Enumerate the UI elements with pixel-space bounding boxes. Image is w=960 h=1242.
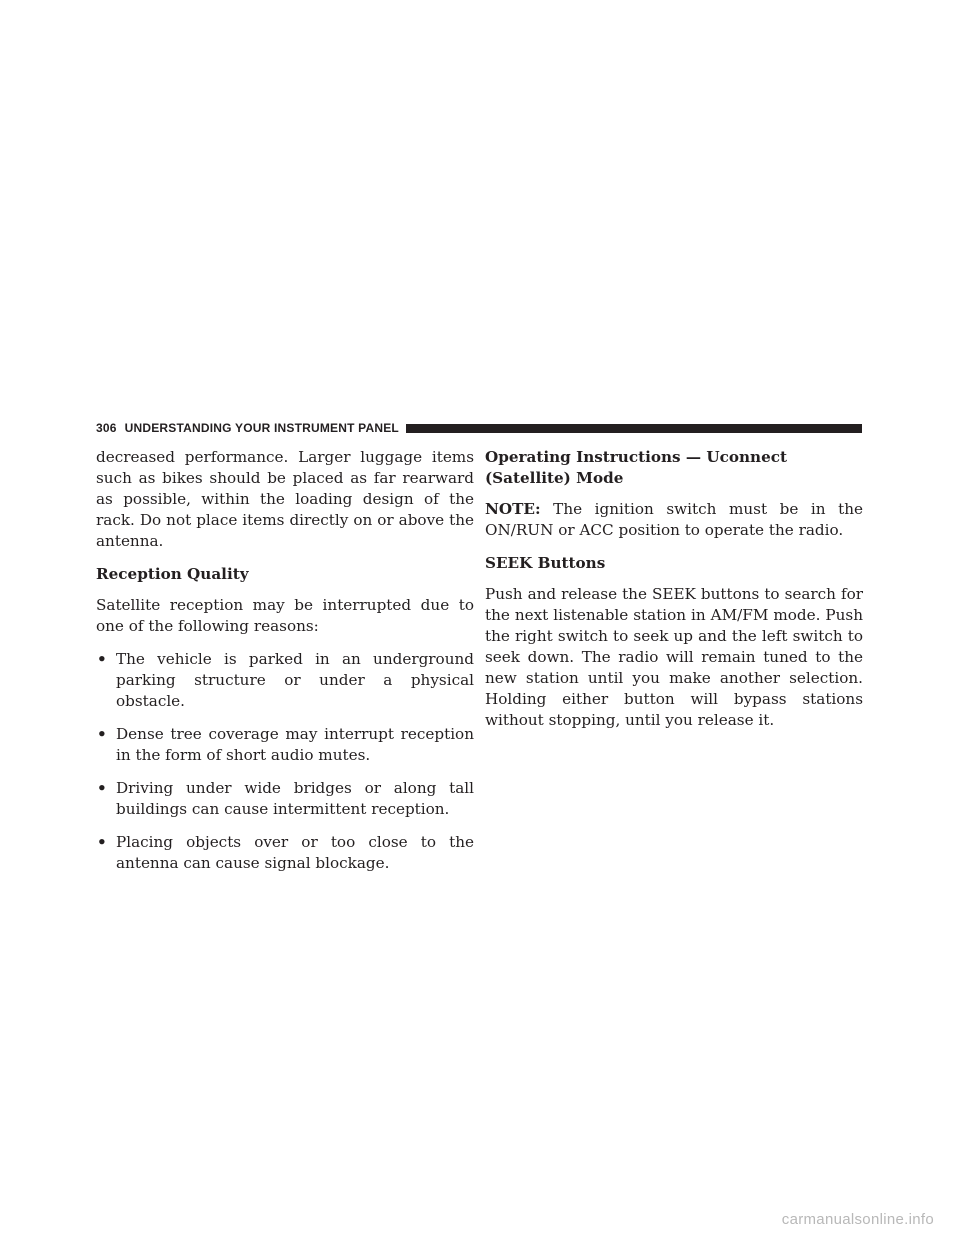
reception-paragraph: Satellite reception may be interrupted due to one of the following reasons:	[96, 596, 474, 635]
list-item	[96, 778, 474, 820]
bullet-text: The vehicle is parked in an underground parking structure or under a physical obstacle.	[116, 650, 474, 710]
reception-quality-heading: Reception Quality	[96, 565, 249, 583]
operating-instructions-heading: Operating Instructions — Uconnect (Satellite) Mode	[485, 448, 787, 487]
list-item	[96, 649, 474, 712]
note-text: The ignition switch must be in the ON/RUN or ACC position to operate the radio.	[485, 500, 863, 539]
seek-buttons-heading: SEEK Buttons	[485, 554, 606, 572]
bullet-text: Placing objects over or too close to the antenna can cause signal blockage.	[116, 833, 474, 872]
right-column	[485, 447, 863, 731]
page-header	[96, 420, 862, 436]
bullet-icon: •	[97, 725, 107, 743]
bullet-icon: •	[97, 833, 107, 851]
intro-paragraph: decreased performance. Larger luggage items such as bikes should be placed as far rearward as possible, within the loading design of the rack. Do not place items directly on or above the antenna.	[96, 448, 474, 550]
page-number: 306	[96, 421, 117, 435]
list-item	[96, 724, 474, 766]
bullet-text: Dense tree coverage may interrupt reception in the form of short audio mutes.	[116, 725, 474, 764]
header-rule	[406, 424, 862, 433]
seek-paragraph: Push and release the SEEK buttons to search for the next listenable station in AM/FM mode. Push the right switch to seek up and the left switch to seek down. The radio will remain tuned to the new station until you make another selection. Holding either button will bypass stations without stopping, until you release it.	[485, 585, 863, 729]
list-item	[96, 832, 474, 874]
note-label: NOTE:	[485, 500, 541, 518]
reception-bullet-list	[96, 649, 474, 874]
left-column	[96, 447, 474, 874]
bullet-icon: •	[97, 779, 107, 797]
note-paragraph	[485, 499, 863, 541]
section-title: UNDERSTANDING YOUR INSTRUMENT PANEL	[124, 421, 399, 435]
bullet-text: Driving under wide bridges or along tall buildings can cause intermittent reception.	[116, 779, 474, 818]
watermark: carmanualsonline.info	[781, 1211, 934, 1228]
bullet-icon: •	[97, 650, 107, 668]
